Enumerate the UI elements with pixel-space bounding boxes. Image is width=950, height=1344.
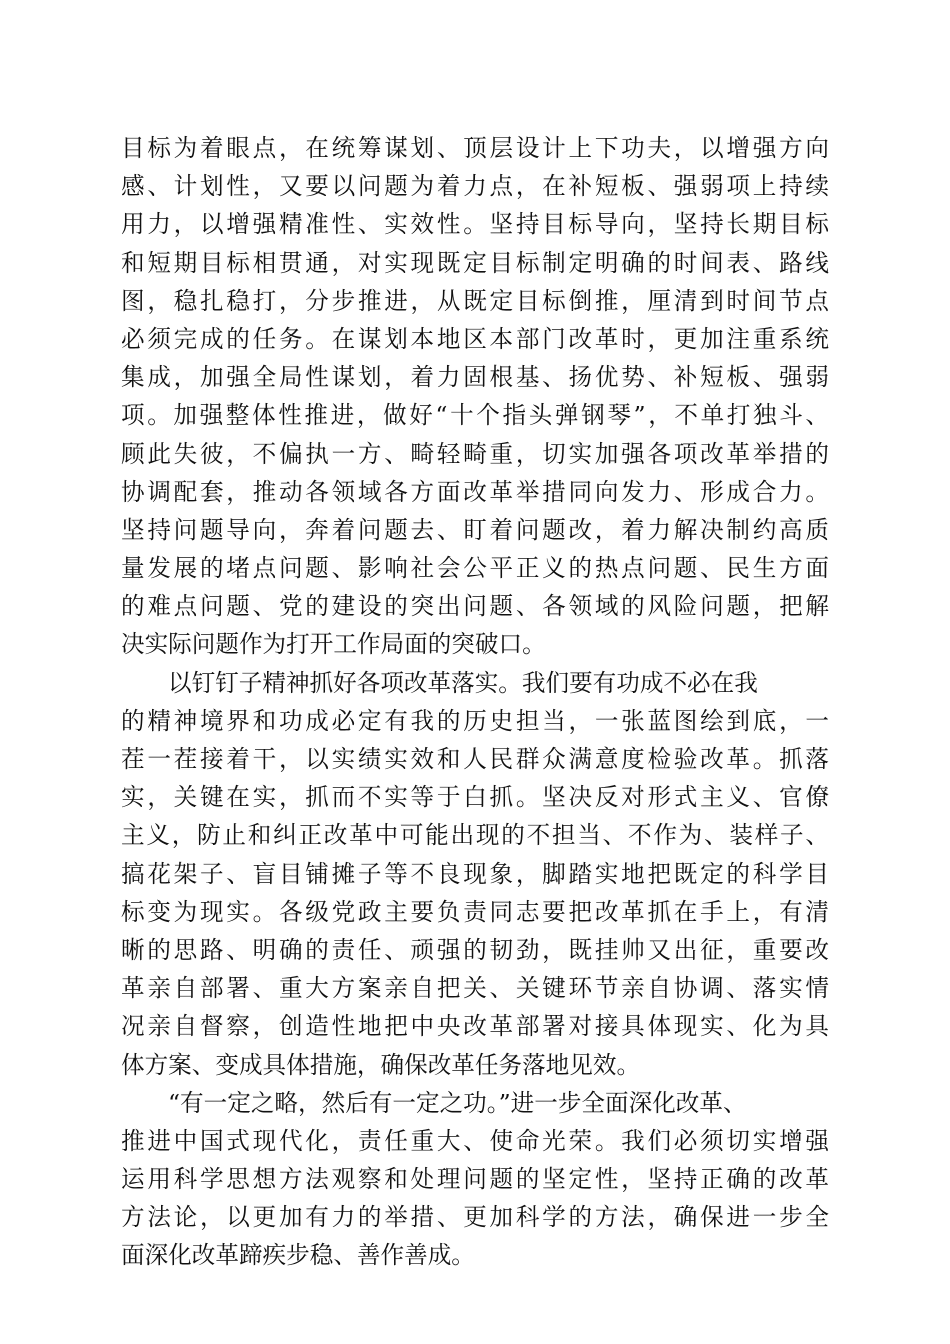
- text-line: 标变为现实。各级党政主要负责同志要把改革抓在手上，有清: [121, 897, 829, 926]
- text-line: 协调配套，推动各领域各方面改革举措同向发力、形成合力。: [121, 477, 829, 506]
- text-line: 运用科学思想方法观察和处理问题的坚定性，坚持正确的改革: [121, 1165, 829, 1194]
- text-line: “有一定之略，然后有一定之功。”进一步全面深化改革、: [168, 1088, 747, 1117]
- document-body: [121, 129, 829, 1275]
- text-line: 目标为着眼点，在统筹谋划、顶层设计上下功夫，以增强方向: [121, 134, 829, 162]
- text-line: 的难点问题、党的建设的突出问题、各领域的风险问题，把解: [121, 592, 829, 621]
- paragraph-1: [121, 129, 829, 664]
- text-line: 况亲自督察，创造性地把中央改革部署对接具体现实、化为具: [121, 1012, 829, 1041]
- paragraph-2: [121, 664, 829, 1084]
- text-line: 的精神境界和功成必定有我的历史担当，一张蓝图绘到底，一: [121, 706, 829, 735]
- text-line: 搞花架子、盲目铺摊子等不良现象，脚踏实地把既定的科学目: [121, 859, 829, 888]
- text-line: 和短期目标相贯通，对实现既定目标制定明确的时间表、路线: [121, 248, 829, 277]
- text-line: 感、计划性，又要以问题为着力点，在补短板、强弱项上持续: [121, 172, 829, 201]
- text-line: 面深化改革蹄疾步稳、善作善成。: [121, 1241, 475, 1270]
- text-line: 实，关键在实，抓而不实等于白抓。坚决反对形式主义、官僚: [121, 783, 829, 812]
- text-line: 用力，以增强精准性、实效性。坚持目标导向，坚持长期目标: [121, 210, 829, 239]
- text-line: 茬一茬接着干，以实绩实效和人民群众满意度检验改革。抓落: [121, 745, 829, 773]
- text-line: 以钉钉子精神抓好各项改革落实。我们要有功成不必在我: [168, 668, 758, 697]
- text-line: 决实际问题作为打开工作局面的突破口。: [121, 630, 546, 659]
- text-line: 主义，防止和纠正改革中可能出现的不担当、不作为、装样子、: [121, 821, 829, 850]
- text-line: 项。加强整体性推进，做好“十个指头弹钢琴”，不单打独斗、: [121, 401, 829, 430]
- text-line: 体方案、变成具体措施，确保改革任务落地见效。: [121, 1050, 641, 1079]
- text-line: 图，稳扎稳打，分步推进，从既定目标倒推，厘清到时间节点: [121, 286, 829, 315]
- text-line: 顾此失彼，不偏执一方、畸轻畸重，切实加强各项改革举措的: [121, 439, 829, 468]
- text-line: 方法论，以更加有力的举措、更加科学的方法，确保进一步全: [121, 1203, 829, 1232]
- text-line: 坚持问题导向，奔着问题去、盯着问题改，着力解决制约高质: [121, 515, 829, 544]
- text-line: 晰的思路、明确的责任、顽强的韧劲，既挂帅又出征，重要改: [121, 935, 829, 964]
- text-line: 集成，加强全局性谋划，着力固根基、扬优势、补短板、强弱: [121, 363, 829, 392]
- text-line: 推进中国式现代化，责任重大、使命光荣。我们必须切实增强: [121, 1126, 829, 1155]
- text-line: 必须完成的任务。在谋划本地区本部门改革时，更加注重系统: [121, 324, 829, 353]
- text-line: 量发展的堵点问题、影响社会公平正义的热点问题、民生方面: [121, 554, 829, 583]
- paragraph-3: [121, 1084, 829, 1275]
- text-line: 革亲自部署、重大方案亲自把关、关键环节亲自协调、落实情: [121, 974, 829, 1003]
